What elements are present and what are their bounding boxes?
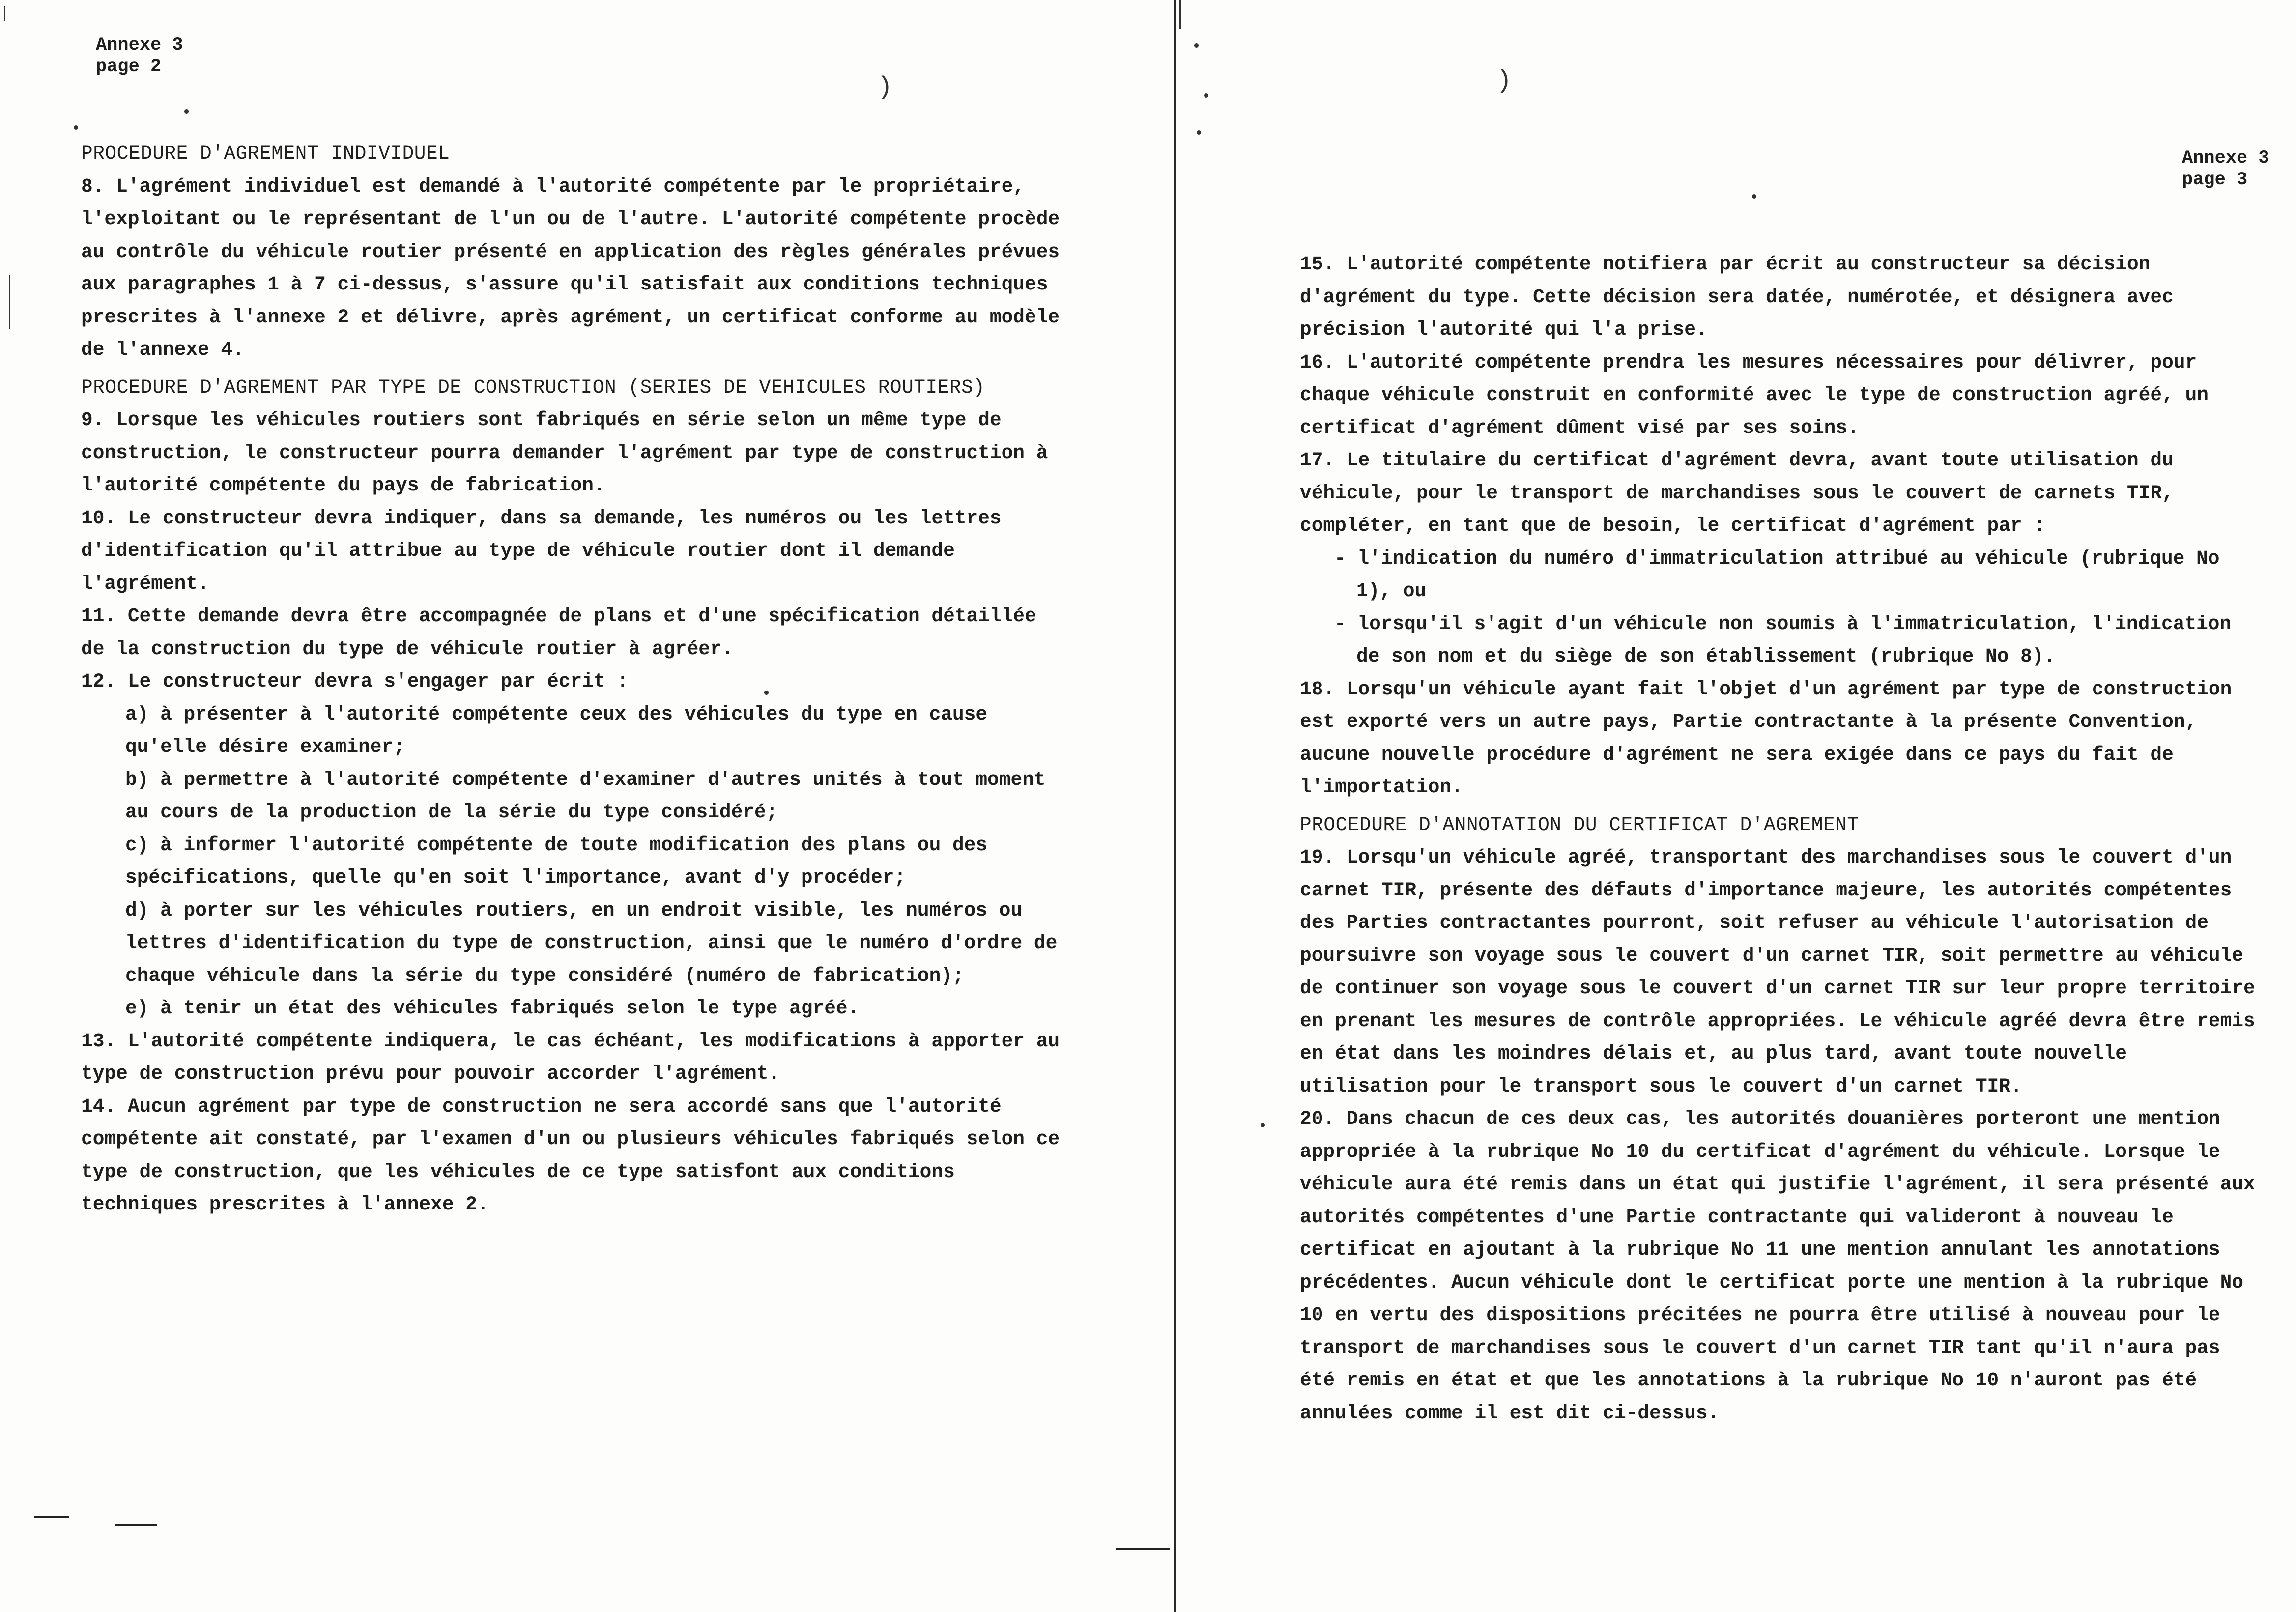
right-page-body <box>1300 248 2263 1430</box>
scan-artifact-dash <box>115 1524 157 1526</box>
scan-artifact-speck <box>184 109 189 114</box>
paragraph-12-item-b: b) à permettre à l'autorité compétente d'examiner d'autres unités à tout moment au cours de la production de la série du type considéré; <box>125 768 1046 823</box>
paragraph-17-dash-1: - l'indication du numéro d'immatriculation attribué au véhicule (rubrique No 1), ou <box>1334 547 2220 602</box>
paragraph-8: 8. L'agrément individuel est demandé à l'autorité compétente par le propriétaire, l'exploitant ou le représentant de l'un ou de l'autre. L'autorité compétente procède au contrôle du véhicule routier présenté en application des règles générales prévues aux paragraphes 1 à 7 ci-dessus, s'assure qu'il satisfait aux conditions techniques prescrites à l'annexe 2 et délivre, après agrément, un certificat conforme au modèle de l'annexe 4. <box>81 175 1060 361</box>
left-annex-label: Annexe 3 <box>96 35 183 56</box>
paragraph-12-item-d: d) à porter sur les véhicules routiers, en un endroit visible, les numéros ou lettres d'identification du type de construction, ainsi que le numéro d'ordre de chaque véhicule dans la série du type considéré (numéro de fabrication); <box>125 899 1058 987</box>
heading-annotation-procedure: PROCEDURE D'ANNOTATION DU CERTIFICAT D'AGREMENT <box>1300 813 1859 836</box>
paragraph-17: 17. Le titulaire du certificat d'agrément devra, avant toute utilisation du véhicule, pour le transport de marchandises sous le couvert de carnets TIR, compléter, en tant que de besoin, le certificat d'agrément par : <box>1300 449 2174 537</box>
left-page-annex-header <box>96 34 183 78</box>
paragraph-19: 19. Lorsqu'un véhicule agréé, transportant des marchandises sous le couvert d'un carnet TIR, présente des défauts d'importance majeure, les autorités compétentes des Parties contractantes pourront, soit refuser au véhicule l'autorisation de poursuivre son voyage sous le couvert d'un carnet TIR, soit permettre au véhicule de continuer son voyage sous le couvert d'un carnet TIR sur leur propre territoire en prenant les mesures de contrôle appropriées. Le véhicule agréé devra être remis en état dans les moindres délais et, au plus tard, avant toute nouvelle utilisation pour le transport sous le couvert d'un carnet TIR. <box>1300 846 2255 1097</box>
scan-artifact-speck <box>1752 194 1756 199</box>
paragraph-12: 12. Le constructeur devra s'engager par écrit : <box>81 670 629 692</box>
paragraph-18: 18. Lorsqu'un véhicule ayant fait l'objet d'un agrément par type de construction est exporté vers un autre pays, Partie contractante à la présente Convention, aucune nouvelle procédure d'agrément ne sera exigée dans ce pays du fait de l'importation. <box>1300 678 2232 798</box>
paragraph-12-item-a: a) à présenter à l'autorité compétente ceux des véhicules du type en cause qu'elle désire examiner; <box>125 703 988 758</box>
paragraph-12-item-c: c) à informer l'autorité compétente de toute modification des plans ou des spécifications, quelle qu'en soit l'importance, avant d'y procéder; <box>125 834 988 889</box>
right-annex-label: Annexe 3 <box>2182 148 2269 169</box>
scan-artifact-dash <box>34 1516 69 1518</box>
paragraph-11: 11. Cette demande devra être accompagnée de plans et d'une spécification détaillée de la construction du type de véhicule routier à agréer. <box>81 605 1036 660</box>
scan-artifact-speck <box>764 691 769 695</box>
left-page-number: page 2 <box>96 57 162 77</box>
scan-artifact-dash <box>1116 1548 1170 1550</box>
scan-artifact-speck <box>1194 43 1199 48</box>
left-page-body <box>81 138 1064 1221</box>
scan-artifact-speck <box>1197 130 1201 135</box>
scan-artifact-speck <box>1261 1123 1265 1127</box>
page-fold-divider <box>1174 0 1176 1612</box>
scan-artifact-speck <box>74 125 78 130</box>
right-page-annex-header <box>2182 147 2269 191</box>
paragraph-13: 13. L'autorité compétente indiquera, le cas échéant, les modifications à apporter au type de construction prévu pour pouvoir accorder l'agrément. <box>81 1030 1060 1085</box>
scan-artifact-corner-mark <box>4 6 5 21</box>
scan-artifact-speck <box>1204 93 1208 98</box>
paragraph-16: 16. L'autorité compétente prendra les mesures nécessaires pour délivrer, pour chaque véhicule construit en conformité avec le type de construction agréé, un certificat d'agrément dûment visé par ses soins. <box>1300 351 2209 439</box>
left-page-parenthesis-mark: ) <box>877 73 893 102</box>
paragraph-20: 20. Dans chacun de ces deux cas, les autorités douanières porteront une mention appropriée à la rubrique No 10 du certificat d'agrément du véhicule. Lorsque le véhicule aura été remis dans un état qui justifie l'agrément, il sera présenté aux autorités compétentes d'une Partie contractante qui valideront à nouveau le certificat en ajoutant à la rubrique No 11 une mention annulant les annotations précédentes. Aucun véhicule dont le certificat porte une mention à la rubrique No 10 en vertu des dispositions précitées ne pourra être utilisé à nouveau pour le transport de marchandises sous le couvert d'un carnet TIR tant qu'il n'aura pas été remis en état et que les annotations à la rubrique No 10 n'auront pas été annulées comme il est dit ci-dessus. <box>1300 1108 2255 1424</box>
scan-artifact-margin-mark <box>1179 0 1181 29</box>
paragraph-10: 10. Le constructeur devra indiquer, dans sa demande, les numéros ou les lettres d'identification qu'il attribue au type de véhicule routier dont il demande l'agrément. <box>81 507 1002 595</box>
heading-individual-approval: PROCEDURE D'AGREMENT INDIVIDUEL <box>81 143 450 165</box>
right-page-parenthesis-mark: ) <box>1496 66 1512 95</box>
scan-artifact-margin-mark <box>9 275 10 329</box>
right-page-number: page 3 <box>2182 170 2248 190</box>
paragraph-14: 14. Aucun agrément par type de construction ne sera accordé sans que l'autorité compétente ait constaté, par l'examen d'un ou plusieurs véhicules fabriqués selon ce type de construction, que les véhicules de ce type satisfont aux conditions techniques prescrites à l'annexe 2. <box>81 1095 1060 1215</box>
paragraph-17-dash-2: - lorsqu'il s'agit d'un véhicule non soumis à l'immatriculation, l'indication de son nom et du siège de son établissement (rubrique No 8). <box>1334 612 2232 667</box>
right-page <box>1177 0 2296 1612</box>
paragraph-15: 15. L'autorité compétente notifiera par écrit au constructeur sa décision d'agrément du type. Cette décision sera datée, numérotée, et désignera avec précision l'autorité qui l'a prise. <box>1300 253 2174 341</box>
paragraph-12-item-e: e) à tenir un état des véhicules fabriqués selon le type agréé. <box>125 997 860 1019</box>
paragraph-9: 9. Lorsque les véhicules routiers sont fabriqués en série selon un même type de construction, le constructeur pourra demander l'agrément par type de construction à l'autorité compétente du pays de fabrication. <box>81 409 1048 496</box>
heading-type-approval: PROCEDURE D'AGREMENT PAR TYPE DE CONSTRUCTION (SERIES DE VEHICULES ROUTIERS) <box>81 376 985 399</box>
